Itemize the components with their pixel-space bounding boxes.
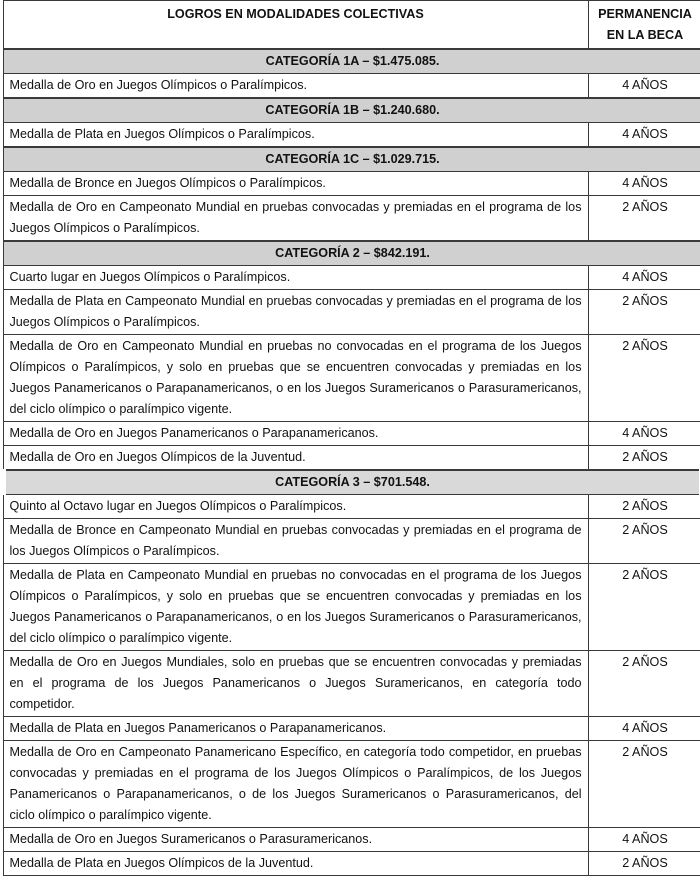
table-row: [3, 495, 700, 519]
table-row: [3, 196, 700, 242]
table-row: [3, 651, 700, 717]
category-title: CATEGORÍA 3 – $701.548.: [3, 470, 700, 495]
achievement-desc: Medalla de Plata en Campeonato Mundial en pruebas convocadas y premiadas en el programa de los Juegos Olímpicos o Paralímpicos.: [3, 290, 588, 335]
permanence-value: 2 AÑOS: [588, 335, 700, 422]
header-achievements: LOGROS EN MODALIDADES COLECTIVAS: [3, 1, 588, 50]
category-row: [3, 470, 700, 495]
table-row: [3, 564, 700, 651]
table-row: [3, 519, 700, 564]
header-permanence-line1: PERMANENCIA: [598, 7, 692, 21]
category-row: [3, 147, 700, 172]
header-permanence: [588, 1, 700, 50]
table-row: [3, 123, 700, 148]
achievement-desc: Medalla de Bronce en Campeonato Mundial en pruebas convocadas y premiadas en el programa de los Juegos Olímpicos o Paralímpicos.: [3, 519, 588, 564]
permanence-value: 2 AÑOS: [588, 446, 700, 471]
permanence-value: 2 AÑOS: [588, 651, 700, 717]
category-title: CATEGORÍA 1A – $1.475.085.: [3, 49, 700, 74]
table-row: [3, 741, 700, 828]
table-row: [3, 266, 700, 290]
achievement-desc: Quinto al Octavo lugar en Juegos Olímpicos o Paralímpicos.: [3, 495, 588, 519]
permanence-value: 4 AÑOS: [588, 74, 700, 99]
permanence-value: 2 AÑOS: [588, 196, 700, 242]
permanence-value: 4 AÑOS: [588, 422, 700, 446]
table-row: [3, 74, 700, 99]
table-row: [3, 828, 700, 852]
achievement-desc: Cuarto lugar en Juegos Olímpicos o Paralímpicos.: [3, 266, 588, 290]
table-row: [3, 852, 700, 876]
table-row: [3, 446, 700, 471]
achievement-desc: Medalla de Plata en Juegos Olímpicos de la Juventud.: [3, 852, 588, 876]
permanence-value: 2 AÑOS: [588, 495, 700, 519]
achievement-desc: Medalla de Oro en Juegos Suramericanos o Parasuramericanos.: [3, 828, 588, 852]
achievement-desc: Medalla de Plata en Campeonato Mundial en pruebas no convocadas en el programa de los Juegos Olímpicos o Paralímpicos, y solo en pruebas que se encuentren convocadas y premiadas en los Juegos Panamericanos o Parapanamericanos, o en los Juegos Suramericanos o Parasuramericanos, del ciclo olímpico o paralímpico vigente.: [3, 564, 588, 651]
achievement-desc: Medalla de Bronce en Juegos Olímpicos o Paralímpicos.: [3, 172, 588, 196]
permanence-value: 2 AÑOS: [588, 741, 700, 828]
table-row: [3, 172, 700, 196]
achievement-desc: Medalla de Oro en Juegos Olímpicos o Paralímpicos.: [3, 74, 588, 99]
achievement-desc: Medalla de Oro en Juegos Mundiales, solo en pruebas que se encuentren convocadas y premiadas en el programa de los Juegos Panamericanos o Juegos Suramericanos, en categoría todo competidor.: [3, 651, 588, 717]
permanence-value: 4 AÑOS: [588, 828, 700, 852]
header-permanence-line2: EN LA BECA: [606, 28, 684, 42]
category-row: [3, 98, 700, 123]
permanence-value: 4 AÑOS: [588, 266, 700, 290]
permanence-value: 4 AÑOS: [588, 172, 700, 196]
achievement-desc: Medalla de Plata en Juegos Panamericanos o Parapanamericanos.: [3, 717, 588, 741]
achievement-desc: Medalla de Oro en Juegos Panamericanos o Parapanamericanos.: [3, 422, 588, 446]
achievement-desc: Medalla de Oro en Juegos Olímpicos de la Juventud.: [3, 446, 588, 471]
table-row: [3, 422, 700, 446]
achievement-desc: Medalla de Oro en Campeonato Panamericano Específico, en categoría todo competidor, en pruebas convocadas y premiadas en el programa de los Juegos Olímpicos o Paralímpicos, de los Juegos Panamericanos o Parapanamericanos, o de los Juegos Suramericanos o Parasuramericanos, del ciclo olímpico o paralímpico vigente.: [3, 741, 588, 828]
permanence-value: 2 AÑOS: [588, 564, 700, 651]
permanence-value: 2 AÑOS: [588, 519, 700, 564]
permanence-value: 4 AÑOS: [588, 717, 700, 741]
achievement-desc: Medalla de Oro en Campeonato Mundial en pruebas no convocadas en el programa de los Juegos Olímpicos o Paralímpicos, y solo en pruebas que se encuentren convocadas y premiadas en los Juegos Panamericanos o Parapanamericanos, o en los Juegos Suramericanos o Parasuramericanos, del ciclo olímpico o paralímpico vigente.: [3, 335, 588, 422]
permanence-value: 2 AÑOS: [588, 290, 700, 335]
table-row: [3, 717, 700, 741]
category-row: [3, 241, 700, 266]
category-title: CATEGORÍA 1B – $1.240.680.: [3, 98, 700, 123]
category-row: [3, 49, 700, 74]
category-title: CATEGORÍA 1C – $1.029.715.: [3, 147, 700, 172]
table-row: [3, 290, 700, 335]
achievement-desc: Medalla de Oro en Campeonato Mundial en pruebas convocadas y premiadas en el programa de los Juegos Olímpicos o Paralímpicos.: [3, 196, 588, 242]
permanence-value: 2 AÑOS: [588, 852, 700, 876]
table-row: [3, 335, 700, 422]
permanence-value: 4 AÑOS: [588, 123, 700, 148]
achievement-desc: Medalla de Plata en Juegos Olímpicos o Paralímpicos.: [3, 123, 588, 148]
table-header-row: [3, 1, 700, 50]
category-title: CATEGORÍA 2 – $842.191.: [3, 241, 700, 266]
